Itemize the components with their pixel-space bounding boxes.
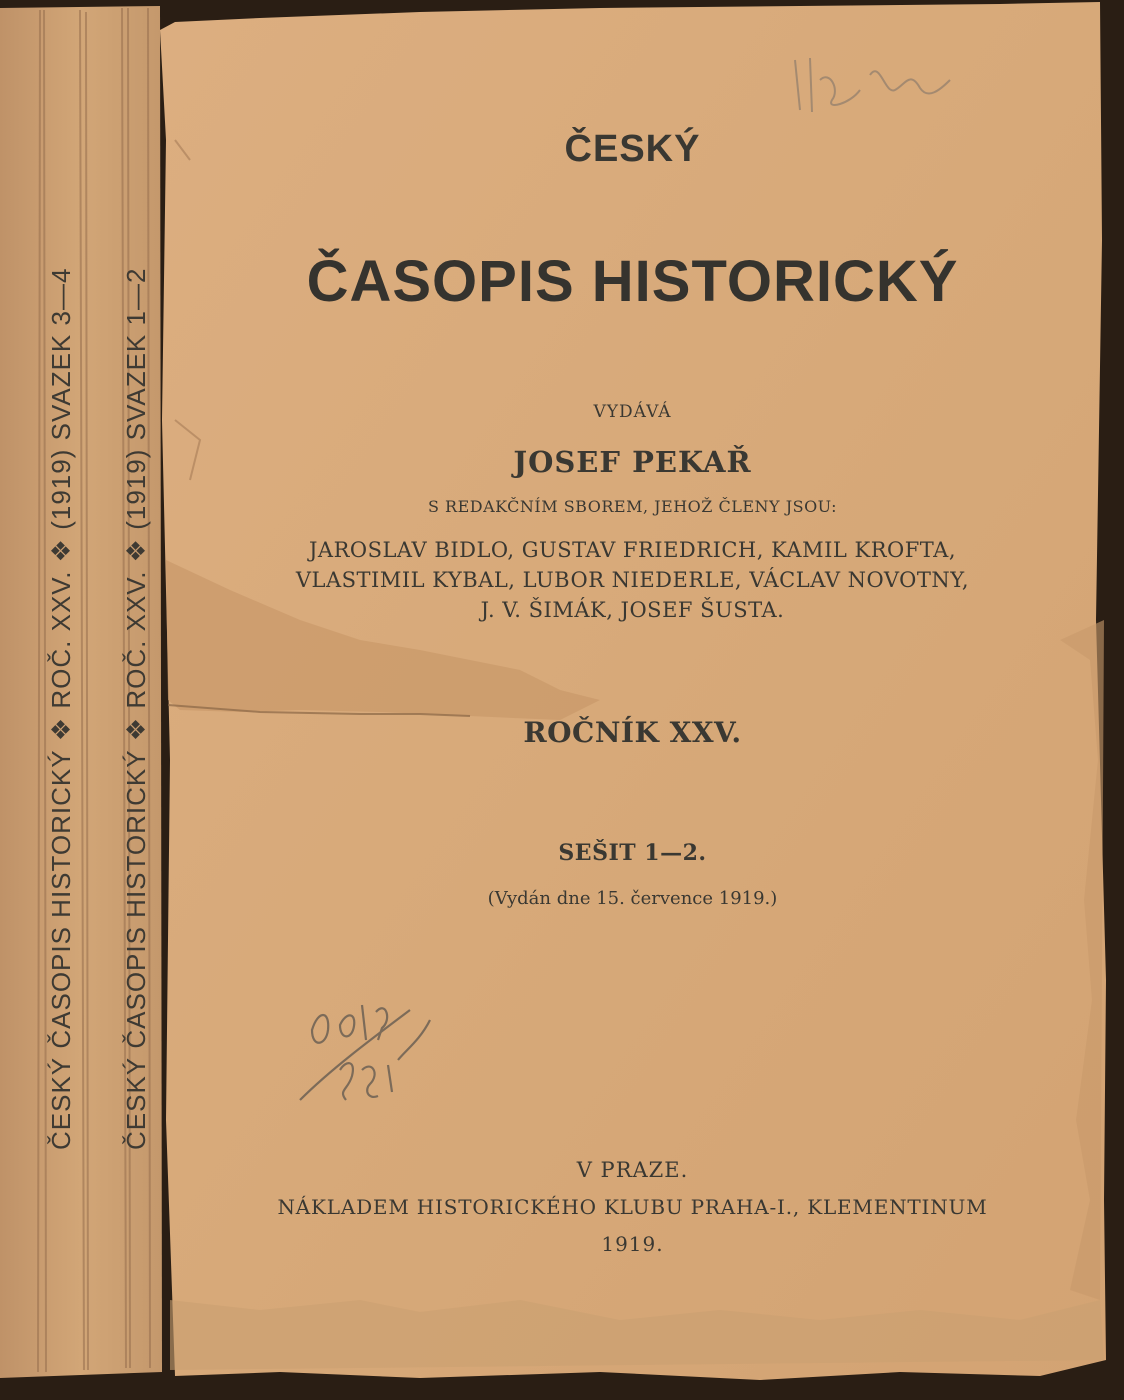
issue-label: SEŠIT 1—2.: [558, 840, 707, 866]
editor-name: JOSEF PEKAŘ: [513, 445, 752, 479]
editorial-board-intro: S REDAKČNÍM SBOREM, JEHOŽ ČLENY JSOU:: [428, 497, 837, 516]
pencil-shelf-number: [300, 1005, 430, 1100]
issue-date: (Vydán dne 15. července 1919.): [487, 888, 778, 909]
spine-label-3-4: ČESKÝ ČASOPIS HISTORICKÝ ❖ ROČ. XXV. ❖ (1919) SVAZEK 3—4: [46, 267, 76, 1150]
publication-year: 1919.: [601, 1232, 664, 1256]
label-publisher-role: VYDÁVÁ: [593, 402, 672, 422]
pencil-signature-mark: [795, 58, 950, 112]
spine-label-1-2: ČESKÝ ČASOPIS HISTORICKÝ ❖ ROČ. XXV. ❖ (1919) SVAZEK 1—2: [121, 267, 151, 1150]
publication-place: V PRAZE.: [576, 1158, 689, 1182]
board-members-line: VLASTIMIL KYBAL, LUBOR NIEDERLE, VÁCLAV NOVOTNY,: [295, 568, 970, 592]
title-top: ČESKÝ: [564, 128, 701, 170]
title-main: ČASOPIS HISTORICKÝ: [306, 249, 959, 314]
board-members-line: JAROSLAV BIDLO, GUSTAV FRIEDRICH, KAMIL KROFTA,: [308, 538, 957, 562]
publisher: NÁKLADEM HISTORICKÉHO KLUBU PRAHA-I., KLEMENTINUM: [277, 1195, 988, 1219]
board-members-line: J. V. ŠIMÁK, JOSEF ŠUSTA.: [480, 598, 785, 622]
volume-label: ROČNÍK XXV.: [523, 716, 742, 749]
